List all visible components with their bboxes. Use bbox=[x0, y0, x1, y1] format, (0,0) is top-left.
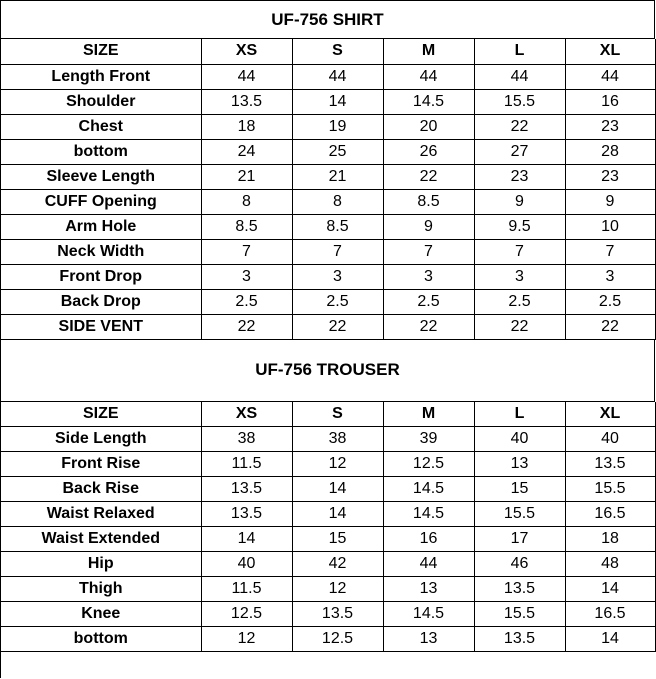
table-row bbox=[1, 527, 655, 552]
measurement-value: 13.5 bbox=[201, 502, 292, 527]
header-cell: XS bbox=[201, 402, 292, 427]
trouser-title: UF-756 TROUSER bbox=[255, 360, 400, 379]
measurement-value: 23 bbox=[474, 164, 565, 189]
measurement-value: 16 bbox=[565, 89, 655, 114]
measurement-label: bottom bbox=[1, 139, 201, 164]
measurement-value: 9.5 bbox=[474, 214, 565, 239]
header-cell: SIZE bbox=[1, 39, 201, 64]
table-row bbox=[1, 552, 655, 577]
measurement-value: 44 bbox=[292, 64, 383, 89]
measurement-label: Waist Extended bbox=[1, 527, 201, 552]
table-row bbox=[1, 89, 655, 114]
measurement-value: 15.5 bbox=[474, 502, 565, 527]
measurement-value: 12 bbox=[201, 627, 292, 652]
table-row bbox=[1, 627, 655, 652]
measurement-value: 22 bbox=[292, 314, 383, 339]
shirt-size-table bbox=[1, 39, 656, 340]
header-cell: XL bbox=[565, 402, 655, 427]
measurement-value: 8 bbox=[201, 189, 292, 214]
measurement-value: 3 bbox=[383, 264, 474, 289]
measurement-value: 14 bbox=[565, 627, 655, 652]
table-row bbox=[1, 502, 655, 527]
measurement-value: 22 bbox=[565, 314, 655, 339]
table-row bbox=[1, 139, 655, 164]
header-cell: SIZE bbox=[1, 402, 201, 427]
measurement-value: 26 bbox=[383, 139, 474, 164]
header-cell: L bbox=[474, 402, 565, 427]
table-row bbox=[1, 427, 655, 452]
measurement-label: Side Length bbox=[1, 427, 201, 452]
measurement-value: 44 bbox=[383, 64, 474, 89]
measurement-value: 15.5 bbox=[565, 477, 655, 502]
table-row bbox=[1, 577, 655, 602]
measurement-value: 40 bbox=[565, 427, 655, 452]
measurement-value: 11.5 bbox=[201, 577, 292, 602]
measurement-value: 44 bbox=[201, 64, 292, 89]
measurement-value: 15.5 bbox=[474, 602, 565, 627]
measurement-label: Chest bbox=[1, 114, 201, 139]
table-row bbox=[1, 189, 655, 214]
measurement-value: 7 bbox=[201, 239, 292, 264]
measurement-value: 22 bbox=[474, 114, 565, 139]
measurement-label: Front Drop bbox=[1, 264, 201, 289]
measurement-value: 9 bbox=[383, 214, 474, 239]
measurement-label: bottom bbox=[1, 627, 201, 652]
measurement-value: 13.5 bbox=[565, 452, 655, 477]
table-row bbox=[1, 452, 655, 477]
measurement-value: 12 bbox=[292, 577, 383, 602]
measurement-value: 2.5 bbox=[565, 289, 655, 314]
measurement-label: Back Drop bbox=[1, 289, 201, 314]
measurement-value: 7 bbox=[383, 239, 474, 264]
measurement-value: 23 bbox=[565, 164, 655, 189]
measurement-value: 20 bbox=[383, 114, 474, 139]
trouser-title-row bbox=[1, 340, 655, 402]
measurement-label: Waist Relaxed bbox=[1, 502, 201, 527]
measurement-value: 39 bbox=[383, 427, 474, 452]
measurement-label: Arm Hole bbox=[1, 214, 201, 239]
trouser-size-table bbox=[1, 402, 656, 653]
table-row bbox=[1, 477, 655, 502]
measurement-value: 12 bbox=[292, 452, 383, 477]
measurement-label: Back Rise bbox=[1, 477, 201, 502]
measurement-value: 15.5 bbox=[474, 89, 565, 114]
measurement-value: 8.5 bbox=[383, 189, 474, 214]
measurement-label: Hip bbox=[1, 552, 201, 577]
header-cell: S bbox=[292, 402, 383, 427]
measurement-value: 2.5 bbox=[474, 289, 565, 314]
measurement-value: 21 bbox=[292, 164, 383, 189]
measurement-value: 25 bbox=[292, 139, 383, 164]
measurement-label: Front Rise bbox=[1, 452, 201, 477]
measurement-value: 7 bbox=[292, 239, 383, 264]
table-row bbox=[1, 114, 655, 139]
shirt-title: UF-756 SHIRT bbox=[1, 1, 655, 39]
measurement-value: 40 bbox=[474, 427, 565, 452]
measurement-value: 7 bbox=[474, 239, 565, 264]
measurement-value: 13.5 bbox=[201, 477, 292, 502]
measurement-value: 46 bbox=[474, 552, 565, 577]
measurement-label: Thigh bbox=[1, 577, 201, 602]
measurement-label: Knee bbox=[1, 602, 201, 627]
measurement-value: 12.5 bbox=[292, 627, 383, 652]
measurement-value: 14.5 bbox=[383, 602, 474, 627]
measurement-value: 13 bbox=[383, 577, 474, 602]
measurement-value: 10 bbox=[565, 214, 655, 239]
measurement-value: 13 bbox=[474, 452, 565, 477]
measurement-value: 21 bbox=[201, 164, 292, 189]
measurement-value: 15 bbox=[474, 477, 565, 502]
measurement-value: 3 bbox=[565, 264, 655, 289]
measurement-value: 2.5 bbox=[201, 289, 292, 314]
measurement-value: 11.5 bbox=[201, 452, 292, 477]
measurement-value: 12.5 bbox=[201, 602, 292, 627]
table-row bbox=[1, 314, 655, 339]
measurement-value: 18 bbox=[201, 114, 292, 139]
measurement-value: 2.5 bbox=[292, 289, 383, 314]
header-cell: S bbox=[292, 39, 383, 64]
measurement-label: Shoulder bbox=[1, 89, 201, 114]
measurement-value: 3 bbox=[474, 264, 565, 289]
measurement-value: 38 bbox=[201, 427, 292, 452]
measurement-value: 9 bbox=[474, 189, 565, 214]
table-row bbox=[1, 264, 655, 289]
header-cell: XL bbox=[565, 39, 655, 64]
measurement-value: 16 bbox=[383, 527, 474, 552]
measurement-value: 3 bbox=[201, 264, 292, 289]
measurement-value: 44 bbox=[565, 64, 655, 89]
table-row bbox=[1, 289, 655, 314]
measurement-value: 14.5 bbox=[383, 89, 474, 114]
measurement-value: 22 bbox=[383, 164, 474, 189]
measurement-value: 3 bbox=[292, 264, 383, 289]
measurement-value: 24 bbox=[201, 139, 292, 164]
measurement-value: 22 bbox=[201, 314, 292, 339]
measurement-value: 38 bbox=[292, 427, 383, 452]
shirt-header-row bbox=[1, 39, 655, 64]
measurement-value: 14.5 bbox=[383, 477, 474, 502]
measurement-value: 13.5 bbox=[474, 627, 565, 652]
measurement-value: 14 bbox=[292, 502, 383, 527]
table-row bbox=[1, 239, 655, 264]
measurement-value: 13.5 bbox=[201, 89, 292, 114]
table-row bbox=[1, 602, 655, 627]
table-row bbox=[1, 164, 655, 189]
measurement-value: 15 bbox=[292, 527, 383, 552]
measurement-value: 16.5 bbox=[565, 602, 655, 627]
measurement-value: 19 bbox=[292, 114, 383, 139]
measurement-value: 28 bbox=[565, 139, 655, 164]
measurement-value: 2.5 bbox=[383, 289, 474, 314]
measurement-value: 17 bbox=[474, 527, 565, 552]
header-cell: M bbox=[383, 402, 474, 427]
measurement-value: 14.5 bbox=[383, 502, 474, 527]
measurement-label: Sleeve Length bbox=[1, 164, 201, 189]
measurement-value: 13 bbox=[383, 627, 474, 652]
header-cell: M bbox=[383, 39, 474, 64]
measurement-value: 18 bbox=[565, 527, 655, 552]
measurement-value: 40 bbox=[201, 552, 292, 577]
measurement-value: 27 bbox=[474, 139, 565, 164]
measurement-value: 9 bbox=[565, 189, 655, 214]
measurement-value: 8 bbox=[292, 189, 383, 214]
measurement-value: 13.5 bbox=[474, 577, 565, 602]
measurement-value: 14 bbox=[201, 527, 292, 552]
measurement-label: Length Front bbox=[1, 64, 201, 89]
measurement-value: 42 bbox=[292, 552, 383, 577]
table-row bbox=[1, 64, 655, 89]
trouser-header-row bbox=[1, 402, 655, 427]
measurement-value: 22 bbox=[383, 314, 474, 339]
measurement-value: 48 bbox=[565, 552, 655, 577]
measurement-value: 8.5 bbox=[201, 214, 292, 239]
header-cell: L bbox=[474, 39, 565, 64]
measurement-label: Neck Width bbox=[1, 239, 201, 264]
measurement-value: 23 bbox=[565, 114, 655, 139]
measurement-value: 7 bbox=[565, 239, 655, 264]
measurement-value: 14 bbox=[292, 89, 383, 114]
measurement-value: 8.5 bbox=[292, 214, 383, 239]
measurement-value: 44 bbox=[474, 64, 565, 89]
measurement-value: 12.5 bbox=[383, 452, 474, 477]
measurement-value: 22 bbox=[474, 314, 565, 339]
header-cell: XS bbox=[201, 39, 292, 64]
measurement-value: 16.5 bbox=[565, 502, 655, 527]
measurement-label: CUFF Opening bbox=[1, 189, 201, 214]
measurement-value: 44 bbox=[383, 552, 474, 577]
measurement-label: SIDE VENT bbox=[1, 314, 201, 339]
table-row bbox=[1, 214, 655, 239]
measurement-value: 14 bbox=[292, 477, 383, 502]
measurement-value: 13.5 bbox=[292, 602, 383, 627]
measurement-value: 14 bbox=[565, 577, 655, 602]
